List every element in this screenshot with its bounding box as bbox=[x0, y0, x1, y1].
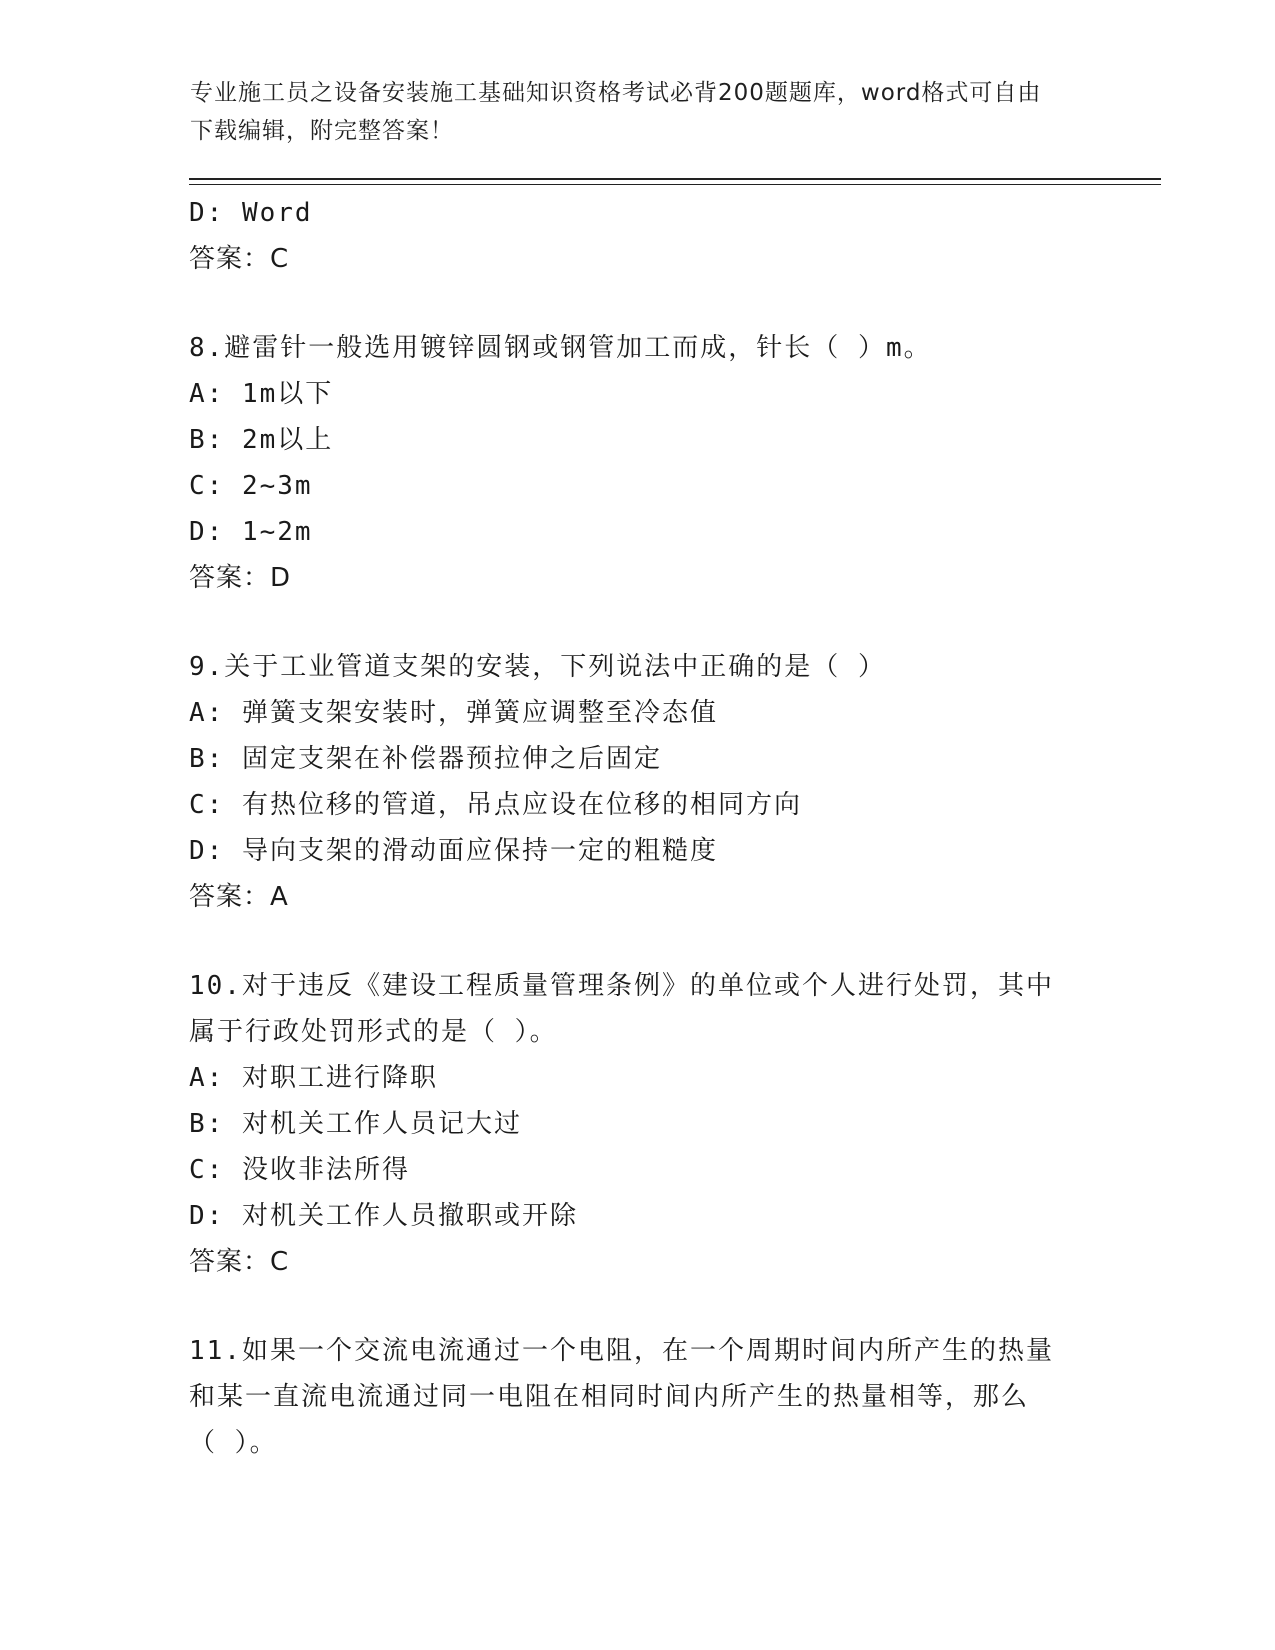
previous-question-tail bbox=[189, 190, 1089, 282]
header-divider-thick bbox=[189, 178, 1161, 180]
question-9 bbox=[189, 644, 1089, 920]
option-b: B: 2m以上 bbox=[189, 425, 334, 455]
question-content bbox=[189, 190, 1089, 1466]
question-8 bbox=[189, 325, 1089, 601]
question-stem-line-1: 10.对于违反《建设工程质量管理条例》的单位或个人进行处罚，其中 bbox=[189, 971, 1054, 1001]
spacer bbox=[189, 282, 1089, 325]
answer-line: 答案：C bbox=[189, 1247, 290, 1277]
option-c: C: 有热位移的管道，吊点应设在位移的相同方向 bbox=[189, 790, 802, 820]
answer-line: 答案：D bbox=[189, 563, 292, 593]
option-d: D: Word bbox=[189, 198, 313, 228]
spacer bbox=[189, 601, 1089, 644]
answer-line: 答案：C bbox=[189, 244, 290, 274]
option-d: D: 对机关工作人员撤职或开除 bbox=[189, 1201, 578, 1231]
question-stem-line-3: （ ）。 bbox=[189, 1428, 278, 1458]
option-d: D: 导向支架的滑动面应保持一定的粗糙度 bbox=[189, 836, 718, 866]
question-stem-line-1: 11.如果一个交流电流通过一个电阻，在一个周期时间内所产生的热量 bbox=[189, 1336, 1054, 1366]
option-d: D: 1~2m bbox=[189, 517, 313, 547]
option-a: A: 弹簧支架安装时，弹簧应调整至冷态值 bbox=[189, 698, 718, 728]
question-stem: 8.避雷针一般选用镀锌圆钢或钢管加工而成，针长（ ）m。 bbox=[189, 333, 932, 363]
answer-line: 答案：A bbox=[189, 882, 289, 912]
spacer bbox=[189, 920, 1089, 963]
question-stem-line-2: 属于行政处罚形式的是（ ）。 bbox=[189, 1017, 558, 1047]
option-a: A: 对职工进行降职 bbox=[189, 1063, 438, 1093]
header-divider-thin bbox=[189, 184, 1161, 185]
header-title-line-2: 下载编辑，附完整答案！ bbox=[190, 118, 454, 144]
option-b: B: 对机关工作人员记大过 bbox=[189, 1109, 522, 1139]
question-10 bbox=[189, 963, 1089, 1285]
question-stem: 9.关于工业管道支架的安装，下列说法中正确的是（ ） bbox=[189, 652, 886, 682]
option-a: A: 1m以下 bbox=[189, 379, 334, 409]
question-11 bbox=[189, 1328, 1089, 1466]
question-stem-line-2: 和某一直流电流通过同一电阻在相同时间内所产生的热量相等，那么 bbox=[189, 1382, 1030, 1412]
option-c: C: 2~3m bbox=[189, 471, 313, 501]
document-header bbox=[190, 74, 1090, 150]
header-title-line-1: 专业施工员之设备安装施工基础知识资格考试必背200题题库，word格式可自由 bbox=[190, 80, 1042, 106]
option-c: C: 没收非法所得 bbox=[189, 1155, 410, 1185]
spacer bbox=[189, 1285, 1089, 1328]
option-b: B: 固定支架在补偿器预拉伸之后固定 bbox=[189, 744, 662, 774]
